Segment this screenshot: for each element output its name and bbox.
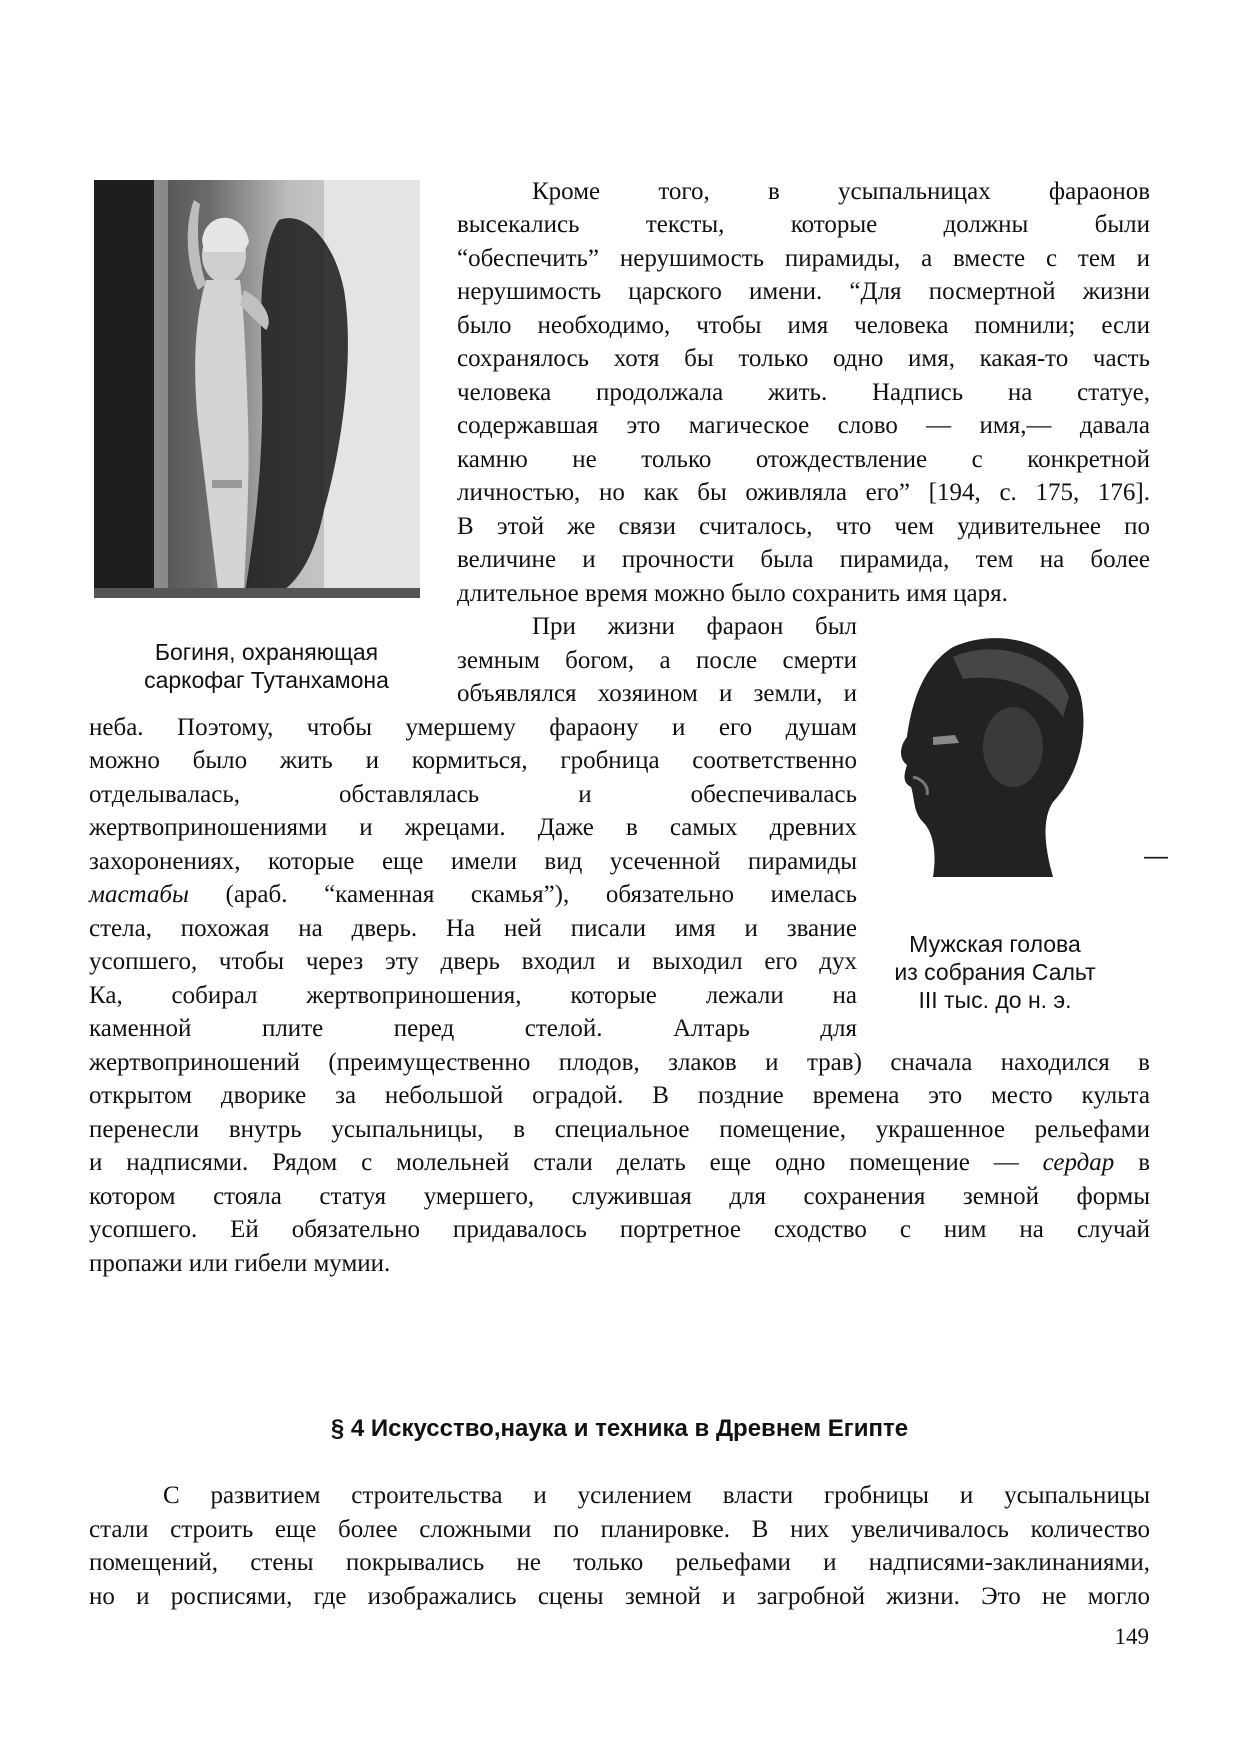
text-line: захоронениях, которые еще имели вид усеченной пирамиды (89, 848, 857, 875)
text-line-serdar (89, 1146, 1150, 1180)
text-line: но и росписями, где изображались сцены земной и загробной жизни. Это не могло (89, 1583, 1150, 1610)
text-line: было необходимо, чтобы имя человека помнили; если (457, 312, 1150, 339)
text-line: земным богом, а после смерти (457, 647, 857, 674)
text-line: При жизни фараон был (532, 613, 857, 640)
text-line-mastaba (89, 878, 857, 912)
text-line: жертвоприношениями и жрецами. Даже в самых древних (89, 814, 857, 841)
male-head-caption (870, 930, 1120, 1014)
goddess-caption (104, 638, 429, 694)
text-line: перенесли внутрь усыпальницы, в специальное помещение, украшенное рельефами (89, 1116, 1150, 1143)
caption-line: III тыс. до н. э. (918, 987, 1072, 1013)
goddess-statue-image (94, 180, 420, 598)
text-line: помещений, стены покрывались не только рельефами и надписями-заклинаниями, (89, 1549, 1150, 1576)
text-line: котором стояла статуя умершего, служившая для сохранения земной формы (89, 1183, 1150, 1210)
caption-line: из собрания Сальт (894, 959, 1096, 985)
text-line: длительное время можно было сохранить имя царя. (457, 580, 1008, 607)
text-line: открытом дворике за небольшой оградой. В поздние времена это место культа (89, 1082, 1150, 1109)
text-span: (араб. “каменная скамья”), обязательно имелась (188, 881, 857, 908)
page-number: 149 (1114, 1624, 1149, 1649)
text-line: можно было жить и кормиться, гробница соответственно (89, 747, 857, 774)
caption-line: Богиня, охраняющая (154, 639, 379, 665)
text-line: “обеспечить” нерушимость пирамиды, а вместе с тем и (457, 245, 1150, 272)
section-heading: § 4 Искусство,наука и техника в Древнем Египте (330, 1415, 909, 1442)
text-line: содержавшая это магическое слово — имя,— давала (457, 412, 1150, 439)
text-line: В этой же связи считалось, что чем удивительнее по (457, 513, 1150, 540)
text-line: стела, похожая на дверь. На ней писали имя и звание (89, 915, 857, 942)
text-line: С развитием строительства и усилением власти гробницы и усыпальницы (163, 1482, 1150, 1509)
text-line: Кроме того, в усыпальницах фараонов (532, 178, 1150, 205)
text-line: величине и прочности была пирамида, тем на более (457, 546, 1150, 573)
text-line: нерушимость царского имени. “Для посмертной жизни (457, 278, 1150, 305)
text-line: усопшего. Ей обязательно придавалось портретное сходство с ним на случай (89, 1216, 1150, 1243)
text-line: стали строить еще более сложными по планировке. В них увеличивалось количество (89, 1516, 1150, 1543)
text-line: личностью, но как бы оживляла его” [194, с. 175, 176]. (457, 479, 1150, 506)
text-span: и надписями. Рядом с молельней стали делать еще одно помещение — (89, 1149, 1043, 1176)
dash-mark: — (1144, 843, 1168, 870)
male-head-photo (893, 627, 1091, 877)
text-line: сохранялось хотя бы только одно имя, какая-то часть (457, 345, 1150, 372)
caption-line: саркофаг Тутанхамона (144, 667, 389, 693)
text-line: неба. Поэтому, чтобы умершему фараону и его душам (89, 714, 857, 741)
text-line: объявлялся хозяином и земли, и (457, 680, 857, 707)
term-serdar: сердар (1042, 1149, 1115, 1176)
text-line: жертвоприношений (преимущественно плодов, злаков и трав) сначала находился в (89, 1049, 1150, 1076)
text-line: каменной плите перед стелой. Алтарь для (89, 1015, 857, 1042)
text-line: камню не только отождествление с конкретной (457, 446, 1150, 473)
caption-line: Мужская голова (909, 931, 1081, 957)
term-mastaba: мастабы (89, 881, 189, 908)
goddess-statue-photo (94, 180, 420, 598)
text-span: в (1114, 1149, 1151, 1176)
text-line: пропажи или гибели мумии. (89, 1250, 391, 1277)
male-head-image (893, 627, 1091, 877)
text-line: отделывалась, обставлялась и обеспечивалась (89, 781, 857, 808)
text-line: усопшего, чтобы через эту дверь входил и выходил его дух (89, 948, 857, 975)
text-line: Ка, собирал жертвоприношения, которые лежали на (89, 982, 857, 1009)
text-line: высекались тексты, которые должны были (457, 211, 1150, 238)
text-line: человека продолжала жить. Надпись на статуе, (457, 379, 1150, 406)
